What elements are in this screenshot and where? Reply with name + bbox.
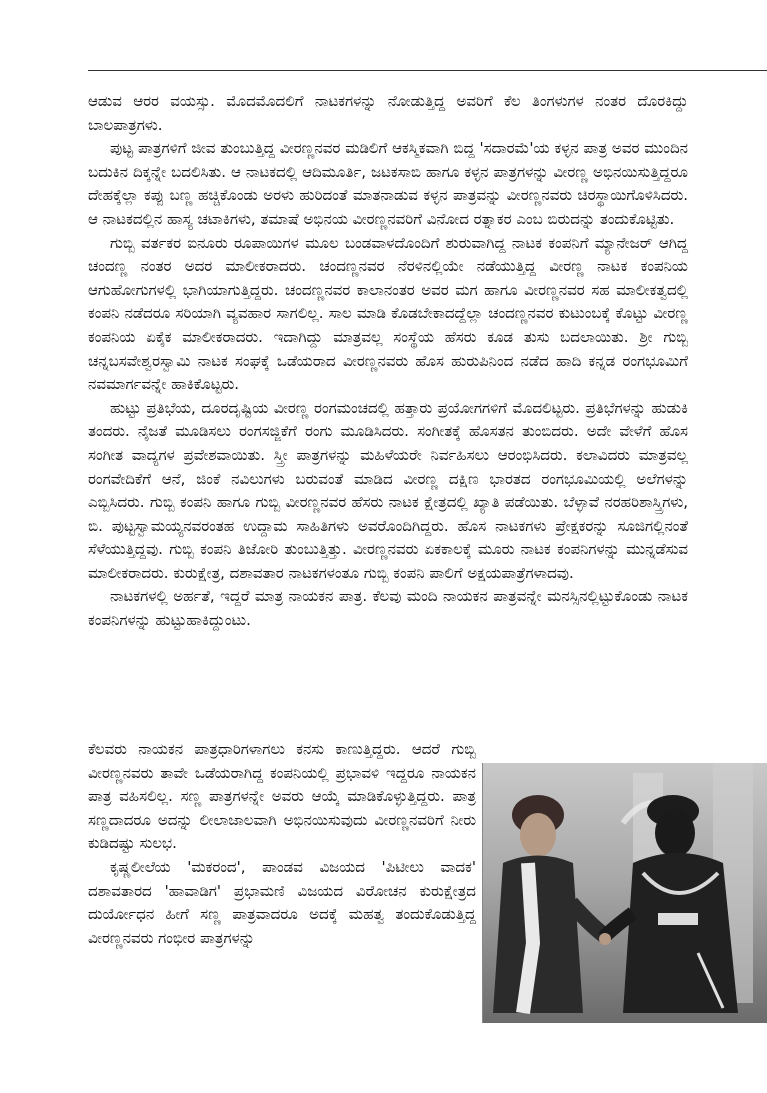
paragraph: ಕೆಲವರು ನಾಯಕನ ಪಾತ್ರಧಾರಿಗಳಾಗಲು ಕನಸು ಕಾಣುತ್ತಿದ್ದರು. ಆದರೆ ಗುಬ್ಬಿ ವೀರಣ್ಣನವರು ತಾವೇ ಒಡೆಯರಾಗಿದ್ದ ಕಂಪನಿಯಲ್ಲಿ ಪ್ರಭಾವಳಿ ಇದ್ದರೂ ನಾಯಕನ ಪಾತ್ರ ವಹಿಸಲಿಲ್ಲ. ಸಣ್ಣ ಪಾತ್ರಗಳನ್ನೇ ಅವರು ಆಯ್ಕೆ ಮಾಡಿಕೊಳ್ಳುತ್ತಿದ್ದರು. ಪಾತ್ರ ಸಣ್ಣದಾದರೂ ಅದನ್ನು ಲೀಲಾಜಾಲವಾಗಿ ಅಭಿನಯಿಸುವುದು ವೀರಣ್ಣನವರಿಗೆ ನೀರು ಕುಡಿದಷ್ಟು ಸುಲಭ. [88, 740, 476, 853]
paragraph: ನಾಟಕಗಳಲ್ಲಿ ಅರ್ಹತೆ, ಇದ್ದರೆ ಮಾತ್ರ ನಾಯಕನ ಪಾತ್ರ. ಕೆಲವು ಮಂದಿ ನಾಯಕನ ಪಾತ್ರವನ್ನೇ ಮನಸ್ಸಿನಲ್ಲಿಟ್ಟುಕೊಂಡು ನಾಟಕ ಕಂಪನಿಗಳನ್ನು ಹುಟ್ಟುಹಾಕಿದ್ದುಂಟು. [88, 587, 688, 630]
wrapped-text [88, 738, 476, 950]
paragraph: ಪುಟ್ಟ ಪಾತ್ರಗಳಿಗೆ ಜೀವ ತುಂಬುತ್ತಿದ್ದ ವೀರಣ್ಣನವರ ಮಡಿಲಿಗೆ ಆಕಸ್ಮಿಕವಾಗಿ ಬಿದ್ದ 'ಸದಾರಮೆ'ಯ ಕಳ್ಳನ ಪಾತ್ರ ಅವರ ಮುಂದಿನ ಬದುಕಿನ ದಿಕ್ಕನ್ನೇ ಬದಲಿಸಿತು. ಆ ನಾಟಕದಲ್ಲಿ ಆದಿಮೂರ್ತಿ, ಜಟಕಸಾಬಿ ಹಾಗೂ ಕಳ್ಳನ ಪಾತ್ರಗಳನ್ನು ವೀರಣ್ಣ ಅಭಿನಯಿಸುತ್ತಿದ್ದರೂ ದೇಹಕ್ಕೆಲ್ಲಾ ಕಪ್ಪು ಬಣ್ಣ ಹಚ್ಚಿಕೊಂಡು ಅರಳು ಹುರಿದಂತೆ ಮಾತನಾಡುವ ಕಳ್ಳನ ಪಾತ್ರವನ್ನು ವೀರಣ್ಣನವರು ಚಿರಸ್ಥಾಯಿಗೊಳಿಸಿದರು. ಆ ನಾಟಕದಲ್ಲಿನ ಹಾಸ್ಯ ಚಟಾಕಿಗಳು, ತಮಾಷೆ ಅಭಿನಯ ವೀರಣ್ಣನವರಿಗೆ ವಿನೋದ ರತ್ನಾಕರ ಎಂಬ ಬಿರುದನ್ನು ತಂದುಕೊಟ್ಟಿತು. [88, 139, 688, 228]
main-text [88, 90, 688, 633]
paragraph: ಗುಬ್ಬಿ ವರ್ತಕರ ಐನೂರು ರೂಪಾಯಿಗಳ ಮೂಲ ಬಂಡವಾಳದೊಂದಿಗೆ ಶುರುವಾಗಿದ್ದ ನಾಟಕ ಕಂಪನಿಗೆ ಮ್ಯಾನೇಜರ್ ಆಗಿದ್ದ ಚಂದಣ್ಣ ನಂತರ ಅದರ ಮಾಲೀಕರಾದರು. ಚಂದಣ್ಣನವರ ನೆರಳಿನಲ್ಲಿಯೇ ನಡೆಯುತ್ತಿದ್ದ ವೀರಣ್ಣ ನಾಟಕ ಕಂಪನಿಯ ಆಗುಹೋಗುಗಳಲ್ಲಿ ಭಾಗಿಯಾಗುತ್ತಿದ್ದರು. ಚಂದಣ್ಣನವರ ಕಾಲಾನಂತರ ಅವರ ಮಗ ಹಾಗೂ ವೀರಣ್ಣನವರ ಸಹ ಮಾಲೀಕತ್ವದಲ್ಲಿ ಕಂಪನಿ ನಡೆದರೂ ಸರಿಯಾಗಿ ವ್ಯವಹಾರ ಸಾಗಲಿಲ್ಲ. ಸಾಲ ಮಾಡಿ ಕೊಡಬೇಕಾದದ್ದೆಲ್ಲಾ ಚಂದಣ್ಣನವರ ಕುಟುಂಬಕ್ಕೆ ಕೊಟ್ಟು ವೀರಣ್ಣ ಕಂಪನಿಯ ಏಕೈಕ ಮಾಲೀಕರಾದರು. ಇದಾಗಿದ್ದು ಮಾತ್ರವಲ್ಲ ಸಂಸ್ಥೆಯ ಹೆಸರು ಕೂಡ ತುಸು ಬದಲಾಯಿತು. ಶ್ರೀ ಗುಬ್ಬಿ ಚನ್ನಬಸವೇಶ್ವರಸ್ವಾಮಿ ನಾಟಕ ಸಂಘಕ್ಕೆ ಒಡೆಯರಾದ ವೀರಣ್ಣನವರು ಹೊಸ ಹುರುಪಿನಿಂದ ನಡೆದ ಹಾದಿ ಕನ್ನಡ ರಂಗಭೂಮಿಗೆ ನವಮಾರ್ಗವನ್ನೇ ಹಾಕಿಕೊಟ್ಟರು. [88, 233, 688, 394]
paragraph: ಆಡುವ ಆರರ ವಯಸ್ಸು. ಮೊದಮೊದಲಿಗೆ ನಾಟಕಗಳನ್ನು ನೋಡುತ್ತಿದ್ದ ಅವರಿಗೆ ಕೆಲ ತಿಂಗಳುಗಳ ನಂತರ ದೊರಕಿದ್ದು ಬಾಲಪಾತ್ರಗಳು. [88, 92, 688, 134]
header-rule [88, 70, 767, 71]
paragraph: ಕೃಷ್ಣಲೀಲೆಯ 'ಮಕರಂದ', ಪಾಂಡವ ವಿಜಯದ 'ಪಿಟೀಲು ವಾದಕ' ದಶಾವತಾರದ 'ಹಾವಾಡಿಗ' ಪ್ರಭಾಮಣಿ ವಿಜಯದ ವಿರೋಚನ ಕುರುಕ್ಷೇತ್ರದ ದುರ್ಯೋಧನ ಹೀಗೆ ಸಣ್ಣ ಪಾತ್ರವಾದರೂ ಅದಕ್ಕೆ ಮಹತ್ವ ತಂದುಕೊಡುತ್ತಿದ್ದ ವೀರಣ್ಣನವರು ಗಂಭೀರ ಪಾತ್ರಗಳನ್ನು [88, 857, 476, 947]
stage-photo [482, 763, 767, 1023]
stage-photo-illustration [483, 763, 767, 1023]
paragraph: ಹುಟ್ಟು ಪ್ರತಿಭೆಯ, ದೂರದೃಷ್ಟಿಯ ವೀರಣ್ಣ ರಂಗಮಂಚದಲ್ಲಿ ಹತ್ತಾರು ಪ್ರಯೋಗಗಳಿಗೆ ಮೊದಲಿಟ್ಟರು. ಪ್ರತಿಭೆಗಳನ್ನು ಹುಡುಕಿ ತಂದರು. ನೈಜತೆ ಮೂಡಿಸಲು ರಂಗಸಜ್ಜಿಕೆಗೆ ರಂಗು ಮೂಡಿಸಿದರು. ಸಂಗೀತಕ್ಕೆ ಹೊಸತನ ತುಂಬಿದರು. ಅದೇ ವೇಳೆಗೆ ಹೊಸ ಸಂಗೀತ ವಾದ್ಯಗಳ ಪ್ರವೇಶವಾಯಿತು. ಸ್ತ್ರೀ ಪಾತ್ರಗಳನ್ನು ಮಹಿಳೆಯರೇ ನಿರ್ವಹಿಸಲು ಆರಂಭಿಸಿದರು. ಕಲಾವಿದರು ಮಾತ್ರವಲ್ಲ ರಂಗವೇದಿಕೆಗೆ ಆನೆ, ಜಿಂಕೆ ನವಿಲುಗಳು ಬರುವಂತೆ ಮಾಡಿದ ವೀರಣ್ಣ ದಕ್ಷಿಣ ಭಾರತದ ರಂಗಭೂಮಿಯಲ್ಲಿ ಅಲೆಗಳನ್ನು ಎಬ್ಬಿಸಿದರು. ಗುಬ್ಬಿ ಕಂಪನಿ ಹಾಗೂ ಗುಬ್ಬಿ ವೀರಣ್ಣನವರ ಹೆಸರು ನಾಟಕ ಕ್ಷೇತ್ರದಲ್ಲಿ ಖ್ಯಾತಿ ಪಡೆಯಿತು. ಬೆಳ್ಳಾವೆ ನರಹರಿಶಾಸ್ತ್ರಿಗಳು, ಬಿ. ಪುಟ್ಟಸ್ವಾಮಯ್ಯನವರಂತಹ ಉದ್ದಾಮ ಸಾಹಿತಿಗಳು ಅವರೊಂದಿಗಿದ್ದರು. ಹೊಸ ನಾಟಕಗಳು ಪ್ರೇಕ್ಷಕರನ್ನು ಸೂಜಿಗಲ್ಲಿನಂತೆ ಸೆಳೆಯುತ್ತಿದ್ದವು. ಗುಬ್ಬಿ ಕಂಪನಿ ತಿಜೋರಿ ತುಂಬುತ್ತಿತ್ತು. ವೀರಣ್ಣನವರು ಏಕಕಾಲಕ್ಕೆ ಮೂರು ನಾಟಕ ಕಂಪನಿಗಳನ್ನು ಮುನ್ನಡೆಸುವ ಮಾಲೀಕರಾದರು. ಕುರುಕ್ಷೇತ್ರ, ದಶಾವತಾರ ನಾಟಕಗಳಂತೂ ಗುಬ್ಬಿ ಕಂಪನಿ ಪಾಲಿಗೆ ಅಕ್ಷಯಪಾತ್ರೆಗಳಾದವು. [88, 398, 688, 582]
